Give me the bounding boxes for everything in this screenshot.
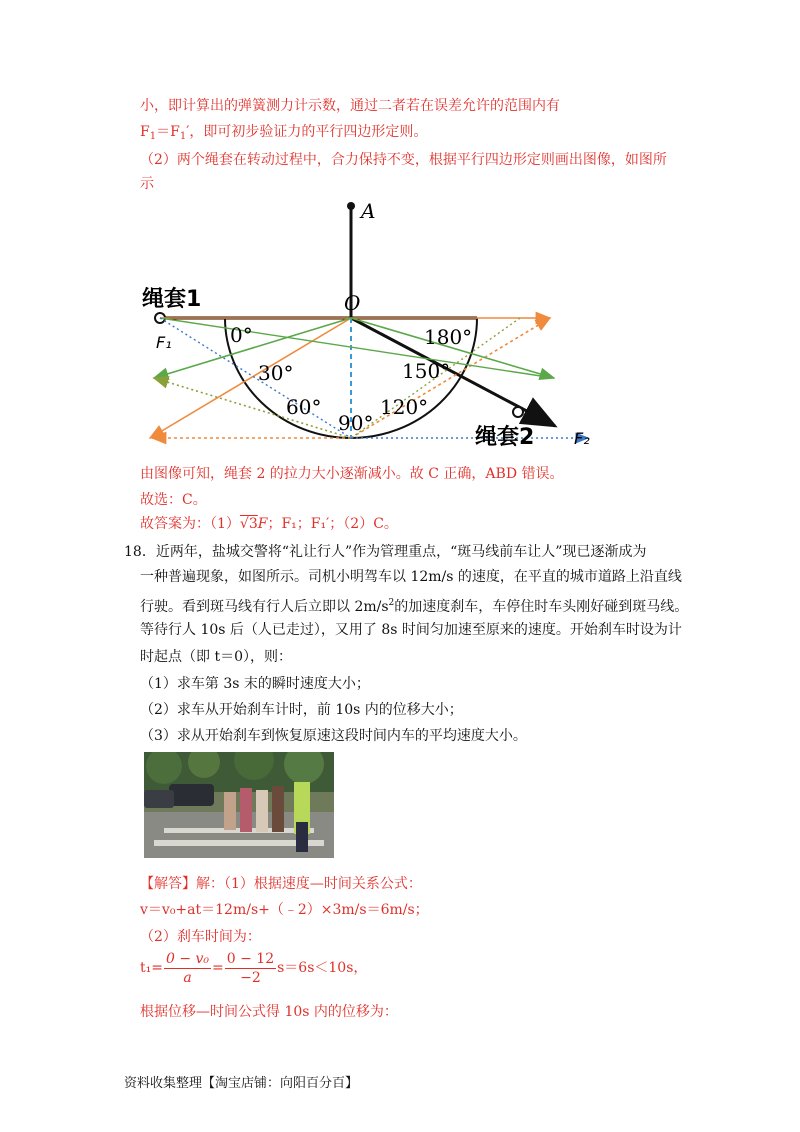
label-angle-150: 150°: [402, 359, 451, 383]
fraction-2-numerator: 0 − 12: [226, 950, 275, 967]
answer-line-2: v＝v₀+at＝12m/s+（﹣2）×3m/s＝6m/s；: [140, 902, 429, 918]
label-f1: F₁: [156, 333, 172, 352]
equals-sign: =: [212, 960, 224, 976]
f1-text: F: [140, 124, 150, 140]
solution-line-7: [140, 514, 398, 534]
fraction-1-denominator: a: [183, 969, 192, 986]
question-line-3-a: 行驶。看到斑马线有行人后立即以 2m/s: [140, 599, 389, 615]
question-line-1: 18．近两年，盐城交警将“礼让行人”作为管理重点，“斑马线前车让人”现已逐渐成为: [124, 544, 647, 560]
label-angle-60: 60°: [286, 395, 322, 419]
question-line-3-b: 的加速度刹车，车停住时车头刚好碰到斑马线。: [394, 599, 689, 615]
label-rope-1: 绳套1: [142, 287, 202, 312]
solution-line-4: 示: [140, 176, 154, 192]
fraction-2: [225, 950, 276, 987]
solution-line-5: 由图像可知，绳套 2 的拉力大小逐渐减小。故 C 正确，ABD 错误。: [140, 466, 564, 482]
question-line-3: [140, 593, 688, 617]
solution-line-1: 小，即计算出的弹簧测力计示数，通过二者若在误差允许的范围内有: [140, 98, 560, 114]
t1-result: s＝6s＜10s，: [277, 960, 368, 976]
label-o: O: [344, 291, 361, 315]
solution-line-3: （2）两个绳套在转动过程中，合力保持不变，根据平行四边形定则画出图像，如图所: [140, 152, 667, 168]
label-angle-30: 30°: [258, 361, 294, 385]
point-a: [347, 202, 355, 210]
answer-line-5: 根据位移—时间公式得 10s 内的位移为：: [140, 1004, 398, 1020]
label-a: A: [361, 199, 376, 223]
label-f2: F₂: [574, 429, 590, 448]
t1-prefix: t₁=: [140, 960, 163, 976]
answer-line-4: [140, 948, 367, 992]
force-f: F: [257, 516, 268, 532]
question-line-4: 等待行人 10s 后（人已走过），又用了 8s 时间匀加速至原来的速度。开始刹车时设为计: [140, 622, 682, 638]
sub-question-1: （1）求车第 3s 末的瞬时速度大小；: [140, 676, 370, 692]
label-rope-2: 绳套2: [475, 425, 535, 450]
question-line-2: 一种普遍现象，如图所示。司机小明驾车以 12m/s 的速度，在平直的城市道路上沿直线: [140, 569, 682, 585]
squared-superscript: 2: [388, 598, 395, 608]
f1-prime-subscript: 1: [179, 131, 187, 142]
answer-line-1-rest: 解：（1）根据速度—时间关系公式：: [196, 876, 422, 892]
sub-question-3: （3）求从开始刹车到恢复原速这段时间内车的平均速度大小。: [140, 728, 527, 744]
solution-line-2: [140, 122, 427, 147]
f1-subscript: 1: [149, 131, 157, 142]
answer-line-3: （2）刹车时间为：: [140, 929, 261, 945]
answer-rest: ；F₁；F₁′；（2）C。: [267, 516, 398, 532]
force-diagram: [140, 196, 600, 454]
label-angle-180: 180°: [424, 325, 473, 349]
label-angle-0: 0°: [230, 323, 253, 347]
fraction-2-denominator: −2: [240, 969, 261, 986]
page-footer: 资料收集整理【淘宝店铺：向阳百分百】: [124, 1076, 359, 1091]
answer-line-1: [140, 874, 422, 894]
solution-line-6: 故选：C。: [140, 492, 207, 508]
solution-line-2-rest: ′，即可初步验证力的平行四边形定则。: [186, 124, 428, 140]
question-line-5: 时起点（即 t＝0），则：: [140, 649, 292, 665]
sub-question-2: （2）求车从开始刹车计时，前 10s 内的位移大小；: [140, 702, 463, 718]
answer-bracket: 【解答】: [140, 876, 196, 892]
crosswalk-photo: [144, 752, 334, 858]
fraction-1: [164, 950, 211, 987]
label-angle-90: 90°: [338, 411, 374, 435]
green-solid-long: [160, 318, 554, 378]
label-angle-120: 120°: [380, 395, 429, 419]
equals-f1-text: ＝F: [156, 124, 180, 140]
rope-2-ring: [513, 407, 523, 417]
fraction-1-numerator: 0 − v₀: [165, 950, 210, 967]
answer-prefix: 故答案为：（1）: [140, 516, 240, 532]
sqrt-three: √3: [239, 516, 258, 532]
